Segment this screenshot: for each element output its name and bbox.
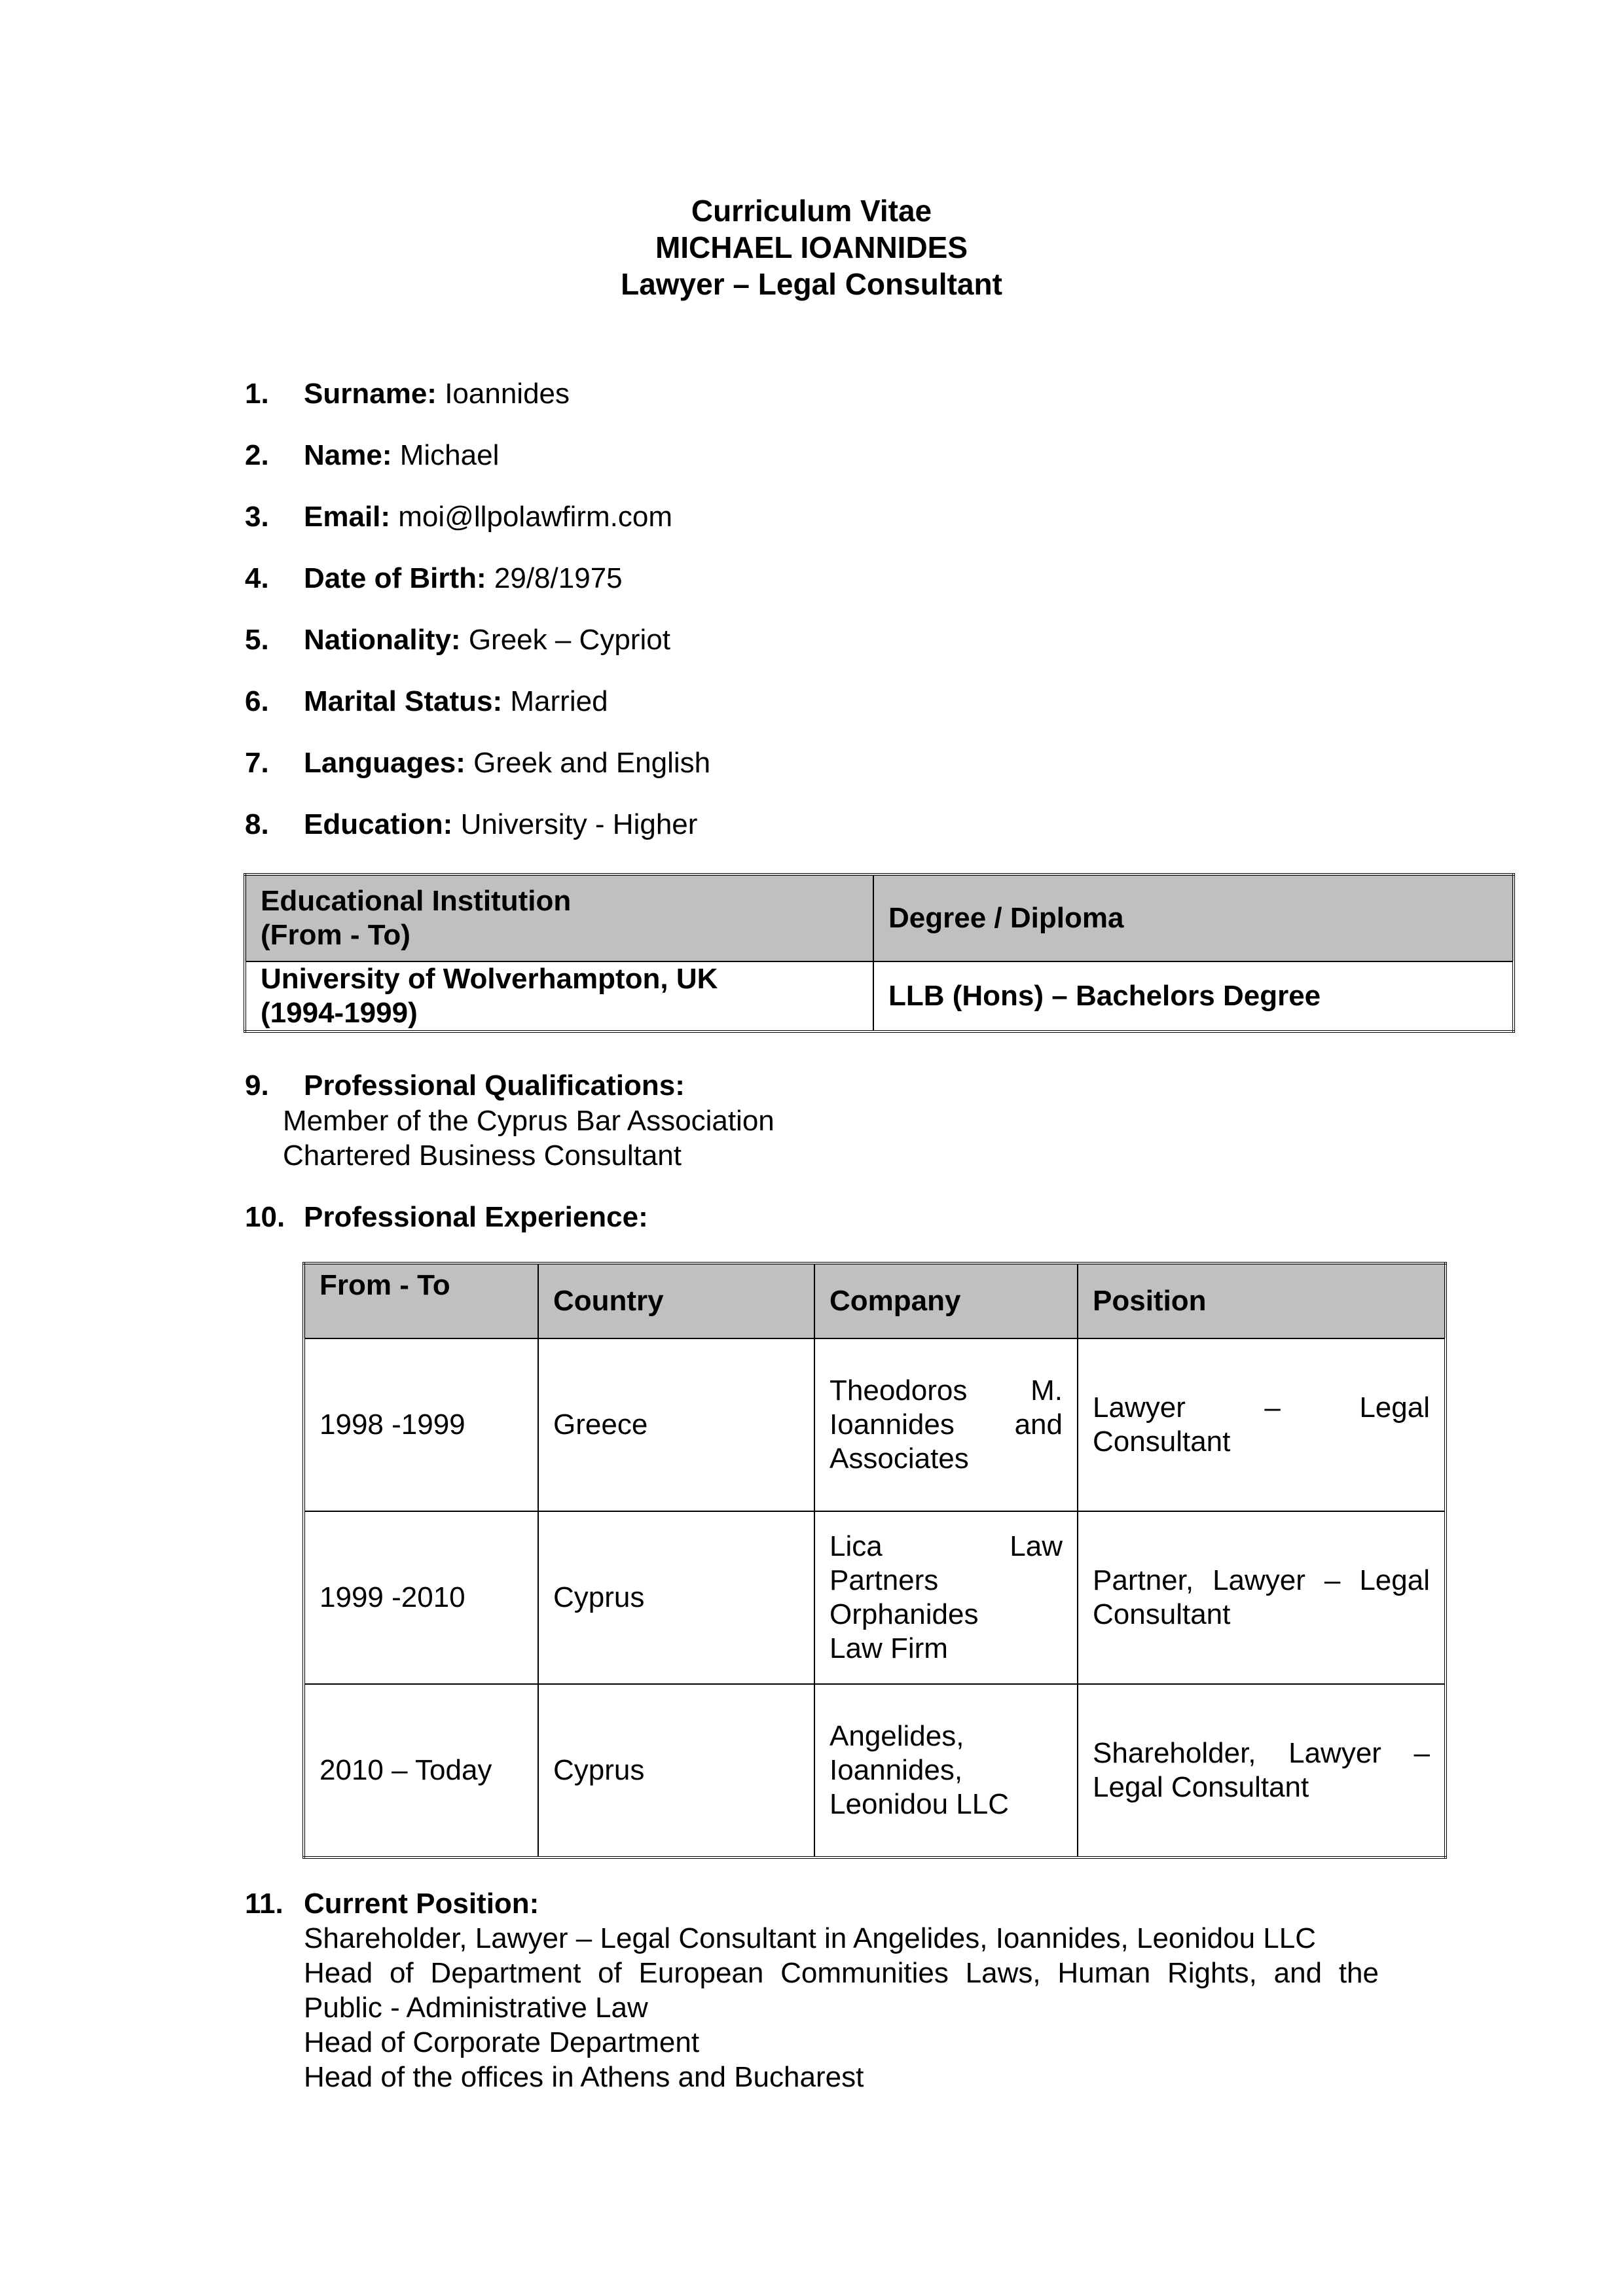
- field-name: 2. Name: Michael: [245, 439, 500, 471]
- cell-country: Cyprus: [538, 1684, 814, 1857]
- title-line-name: MICHAEL IOANNIDES: [655, 230, 968, 264]
- field-email: 3. Email: moi@llpolawfirm.com: [245, 501, 673, 533]
- field-surname: 1. Surname: Ioannides: [245, 378, 570, 410]
- field-languages: 7. Languages: Greek and English: [245, 747, 711, 779]
- field-date-of-birth: 4. Date of Birth: 29/8/1975: [245, 562, 623, 594]
- current-position-line: Head of the offices in Athens and Bucharest: [304, 2061, 864, 2093]
- field-nationality: 5. Nationality: Greek – Cypriot: [245, 624, 670, 656]
- cell-institution: University of Wolverhampton, UK (1994-1999): [245, 961, 873, 1031]
- education-table: [244, 873, 1515, 1033]
- experience-table: [302, 1262, 1447, 1859]
- current-position-line: Shareholder, Lawyer – Legal Consultant in Angelides, Ioannides, Leonidou LLC: [304, 1922, 1316, 1954]
- cell-position: Shareholder, Lawyer – Legal Consultant: [1078, 1684, 1446, 1857]
- table-row: [304, 1684, 1446, 1857]
- title-line-profession: Lawyer – Legal Consultant: [621, 267, 1002, 301]
- document-title: [0, 192, 1623, 302]
- cell-country: Greece: [538, 1338, 814, 1511]
- current-position-lines: [304, 1921, 1379, 2094]
- cell-position: Lawyer – Legal Consultant: [1078, 1338, 1446, 1511]
- section-current-position-heading: 11. Current Position:: [245, 1888, 539, 1920]
- cell-position: Partner, Lawyer – Legal Consultant: [1078, 1511, 1446, 1684]
- field-marital-status: 6. Marital Status: Married: [245, 685, 608, 717]
- section-experience-heading: 10. Professional Experience:: [245, 1201, 648, 1233]
- qualification-line: Chartered Business Consultant: [283, 1139, 682, 1172]
- header-period: From - To: [304, 1263, 538, 1338]
- title-line-cv: Curriculum Vitae: [691, 194, 932, 228]
- cell-country: Cyprus: [538, 1511, 814, 1684]
- header-institution: Educational Institution (From - To): [245, 874, 873, 961]
- section-qualifications-heading: 9. Professional Qualifications:: [245, 1069, 685, 1102]
- current-position-line: Head of Corporate Department: [304, 2026, 700, 2058]
- qualification-line: Member of the Cyprus Bar Association: [283, 1105, 775, 1137]
- header-position: Position: [1078, 1263, 1446, 1338]
- field-education: 8. Education: University - Higher: [245, 808, 698, 840]
- current-position-line: Public - Administrative Law: [304, 1992, 648, 2024]
- cell-company: Theodoros M. Ioannides and Associates: [814, 1338, 1078, 1511]
- cell-period: 1998 -1999: [304, 1338, 538, 1511]
- cell-period: 2010 – Today: [304, 1684, 538, 1857]
- table-header-row: [304, 1263, 1446, 1338]
- current-position-line: Head of Department of European Communities Laws, Human Rights, and the: [304, 1957, 1379, 1989]
- table-row: [304, 1338, 1446, 1511]
- cell-company: Lica Law Partners Orphanides Law Firm: [814, 1511, 1078, 1684]
- table-row: [304, 1511, 1446, 1684]
- table-row: [245, 961, 1514, 1031]
- cell-period: 1999 -2010: [304, 1511, 538, 1684]
- cell-company: Angelides, Ioannides, Leonidou LLC: [814, 1684, 1078, 1857]
- table-header-row: [245, 874, 1514, 961]
- cell-degree: LLB (Hons) – Bachelors Degree: [873, 961, 1514, 1031]
- header-company: Company: [814, 1263, 1078, 1338]
- header-degree: Degree / Diploma: [873, 874, 1514, 961]
- header-country: Country: [538, 1263, 814, 1338]
